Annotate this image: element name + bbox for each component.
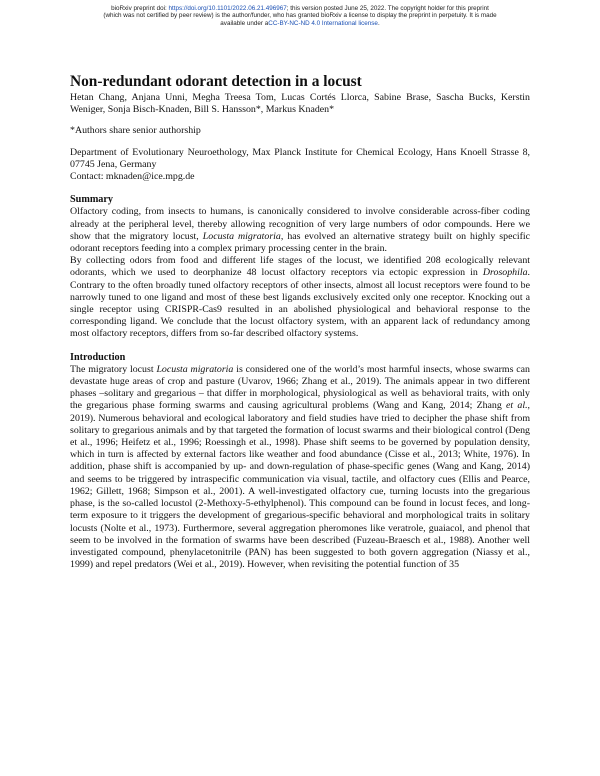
notice-line-2: (which was not certified by peer review) is the author/funder, who has granted bioRxiv a license to display the preprint in perpetuity. It is made (103, 12, 497, 20)
paragraph-text: , 2019). Numerous behavioral and ecological laboratory and field studies have tried to decipher the phase shift from solitary to gregarious animals and by that targeted the formation of locust swarms and their biological control (Deng et al., 1996; Heifetz et al., 1996; Roessingh et al., 1998). Phase shift seems to be governed by population density, which in turn is affected by external factors like weather and food abundance (Cisse et al., 2013; White, 1976). In addition, phase shift is accompanied by up- and down-regulation of phase-specific genes (Wang and Kang, 2014) and seems to be triggered by intraspecific communication via visual, tactile, and olfactory cues (Ellis and Pearce, 1962; Gillett, 1968; Simpson et al., 2001). A well-investigated olfactory cue, turning locusts into the gregarious phase, is the so-called locustol (2-Methoxy-5-ethylphenol). This compound can be found in locust feces, and long-term exposure to it triggers the development of gregarious-specific behavioral and morphological traits in solitary locusts (Nolte et al., 1973). Furthermore, several aggregation pheromones like veratrole, guaiacol, and phenol that seem to be involved in the formation of swarms have been described (Fuzeau-Braesch et al., 1988). Another well investigated compound, phenylacetonitrile (PAN) has been suggested to both govern aggregation (Niassy et al., 1999) and repel predators (Wei et al., 2019). However, when revisiting the potential function of 35 (70, 400, 531, 571)
summary-paragraph-2 (70, 255, 530, 340)
author-list: Hetan Chang, Anjana Unni, Megha Treesa Tom, Lucas Cortés Llorca, Sabine Brase, Sascha Bucks, Kerstin Weniger, Sonja Bisch-Knaden, Bill S. Hansson*, Markus Knaden* (70, 92, 530, 116)
introduction-heading: Introduction (70, 351, 126, 363)
paper-title: Non-redundant odorant detection in a locust (70, 73, 362, 90)
notice-line-3 (60, 20, 540, 27)
license-link[interactable]: CC-BY-NC-ND 4.0 International license (268, 19, 378, 27)
paragraph-text: is considered one of the world’s most harmful insects, whose swarms can devastate huge areas of crop and pasture (Uvarov, 1966; Zhang et al., 2019). The animals appear in two different phases –solitary and gregarious – that differ in morphological, physiological as well as behavioral traits, with only the gregarious phase forming swarms and causing agricultural problems (Wang and Kang, 2014; Zhang (70, 363, 530, 412)
paper-body (70, 73, 530, 571)
doi-link[interactable]: https://doi.org/10.1101/2022.06.21.496967 (168, 5, 287, 12)
notice-text: available under a (220, 19, 269, 27)
paragraph-text: By collecting odors from food and different life stages of the locust, we identified 208 ecologically relevant odorants, which we used to deorphanize 48 locust olfactory receptors via ectopic expression in (70, 255, 530, 279)
notice-line-1 (60, 5, 540, 12)
summary-heading: Summary (70, 194, 114, 206)
species-name: Locusta migratoria (202, 230, 281, 242)
genus-name: Drosophila (482, 267, 528, 279)
notice-text: . (377, 19, 380, 27)
summary-paragraph-1 (70, 206, 530, 255)
introduction-paragraph-1 (70, 364, 530, 571)
notice-text: bioRxiv preprint doi: (111, 5, 169, 12)
citation-et-al: et al. (506, 400, 528, 412)
paragraph-text: Olfactory coding, from insects to humans, is canonically considered to involve considerable across-fiber coding already at the peripheral level, thereby allowing recognition of very large numbers of odor compounds. Here we show that the migratory locust, (70, 206, 530, 242)
species-name: Locusta migratoria (156, 363, 234, 375)
affiliation: Department of Evolutionary Neuroethology, Max Planck Institute for Chemical Ecology, Hans Knoell Strasse 8, 07745 Jena, Germany (70, 146, 530, 170)
preprint-notice (60, 5, 540, 27)
senior-authorship-note: *Authors share senior authorship (70, 125, 201, 137)
contact-email: Contact: mknaden@ice.mpg.de (70, 171, 195, 183)
paragraph-text: , has evolved an alternative strategy built on highly specific odorant receptors feeding into a complex primary processing center in the brain. (70, 230, 530, 255)
notice-text: ; this version posted June 25, 2022. The copyright holder for this preprint (286, 5, 489, 12)
paragraph-text: The migratory locust (70, 363, 157, 375)
paragraph-text: . Contrary to the often broadly tuned olfactory receptors of other insects, almost all locust receptors were found to be narrowly tuned to one ligand and most of these best ligands exclusively excited only one receptor. Knocking out a single receptor using CRISPR-Cas9 resulted in an abolished physiological and behavioral response to the corresponding ligand. We conclude that the locust olfactory system, with an apparent lack of redundancy among most olfactory receptors, differs from so-far described olfactory systems. (70, 267, 530, 340)
